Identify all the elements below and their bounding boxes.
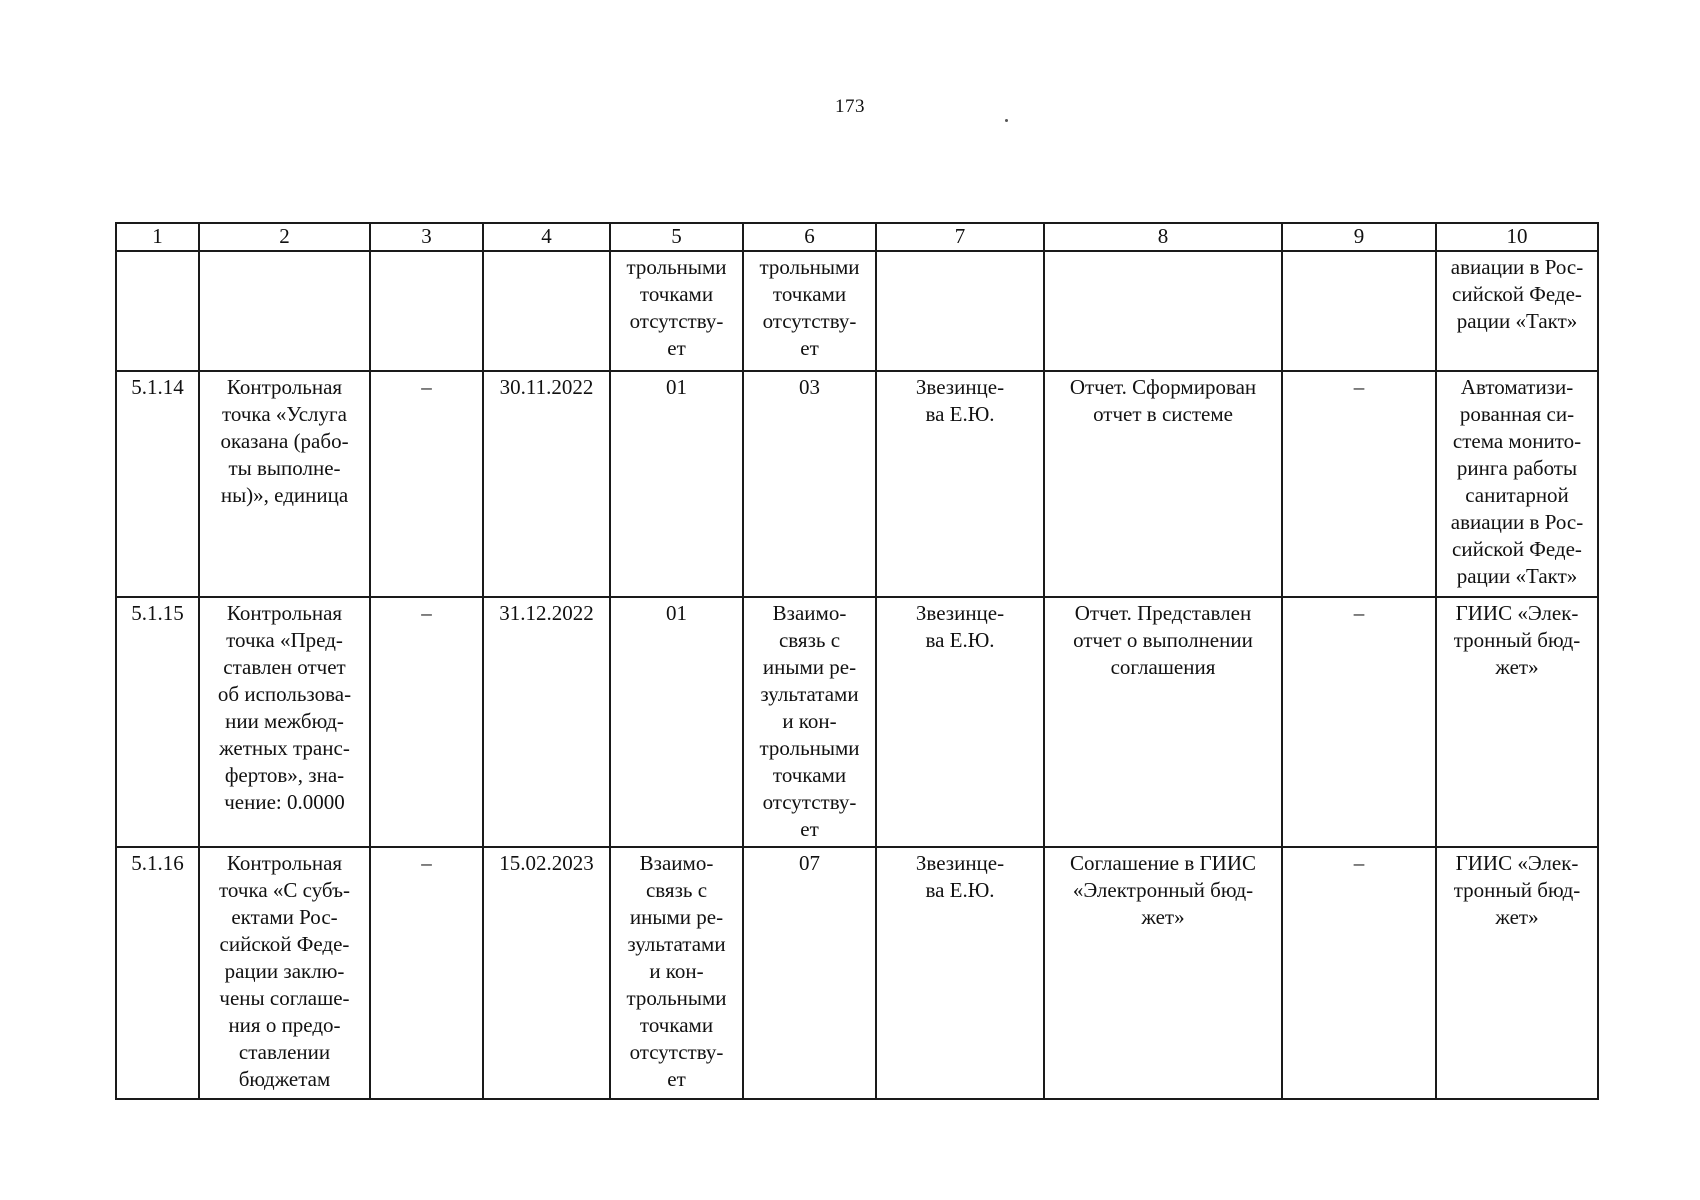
table-cell: трольными точками отсутству- ет [743, 251, 876, 371]
table-cell: Звезинце- ва Е.Ю. [876, 597, 1044, 847]
table-cell [1282, 251, 1436, 371]
table-cell: Контрольная точка «Услуга оказана (рабо- ты выполне- ны)», единица [199, 371, 370, 597]
column-header: 10 [1436, 223, 1598, 251]
table-cell: Соглашение в ГИИС «Электронный бюд- жет» [1044, 847, 1282, 1099]
column-header: 8 [1044, 223, 1282, 251]
table-cell: ГИИС «Элек- тронный бюд- жет» [1436, 597, 1598, 847]
scan-speck [1005, 119, 1008, 122]
table-cell: 01 [610, 371, 743, 597]
table-cell: – [370, 371, 483, 597]
column-header: 7 [876, 223, 1044, 251]
table-cell: 5.1.14 [116, 371, 199, 597]
table-cell: 5.1.16 [116, 847, 199, 1099]
table-cell [116, 251, 199, 371]
table-cell [876, 251, 1044, 371]
data-table [115, 222, 1599, 1100]
table-cell: – [1282, 597, 1436, 847]
table-cell: 01 [610, 597, 743, 847]
table-cell: трольными точками отсутству- ет [610, 251, 743, 371]
page-number: 173 [835, 96, 865, 117]
table-cell: 5.1.15 [116, 597, 199, 847]
column-header: 3 [370, 223, 483, 251]
table-row [116, 371, 1598, 597]
table-cell: 07 [743, 847, 876, 1099]
table-cell [370, 251, 483, 371]
table-row [116, 251, 1598, 371]
table-cell: Отчет. Сформирован отчет в системе [1044, 371, 1282, 597]
table-cell: 30.11.2022 [483, 371, 610, 597]
column-header: 6 [743, 223, 876, 251]
table-cell: Отчет. Представлен отчет о выполнении соглашения [1044, 597, 1282, 847]
table-cell: Звезинце- ва Е.Ю. [876, 847, 1044, 1099]
table-cell [199, 251, 370, 371]
table-cell: 15.02.2023 [483, 847, 610, 1099]
column-header: 4 [483, 223, 610, 251]
table-cell: Взаимо- связь с иными ре- зультатами и кон- трольными точками отсутству- ет [743, 597, 876, 847]
table-cell: – [370, 597, 483, 847]
table-cell: Звезинце- ва Е.Ю. [876, 371, 1044, 597]
column-header: 2 [199, 223, 370, 251]
table-header-row [116, 223, 1598, 251]
column-header: 1 [116, 223, 199, 251]
table-cell [1044, 251, 1282, 371]
table-row [116, 847, 1598, 1099]
table-row [116, 597, 1598, 847]
column-header: 9 [1282, 223, 1436, 251]
table-cell: Автоматизи- рованная си- стема монито- ринга работы санитарной авиации в Рос- сийской Феде- рации «Такт» [1436, 371, 1598, 597]
column-header: 5 [610, 223, 743, 251]
table-cell: Контрольная точка «С субъ- ектами Рос- сийской Феде- рации заклю- чены соглаше- ния о предо- ставлении бюджетам [199, 847, 370, 1099]
table-cell: авиации в Рос- сийской Феде- рации «Такт» [1436, 251, 1598, 371]
table-cell: Взаимо- связь с иными ре- зультатами и кон- трольными точками отсутству- ет [610, 847, 743, 1099]
table-cell: Контрольная точка «Пред- ставлен отчет об использова- нии межбюд- жетных транс- фертов», зна- чение: 0.0000 [199, 597, 370, 847]
table-cell: 03 [743, 371, 876, 597]
table-cell: 31.12.2022 [483, 597, 610, 847]
table-cell: ГИИС «Элек- тронный бюд- жет» [1436, 847, 1598, 1099]
table-cell: – [1282, 847, 1436, 1099]
table-cell [483, 251, 610, 371]
table-cell: – [1282, 371, 1436, 597]
table-cell: – [370, 847, 483, 1099]
